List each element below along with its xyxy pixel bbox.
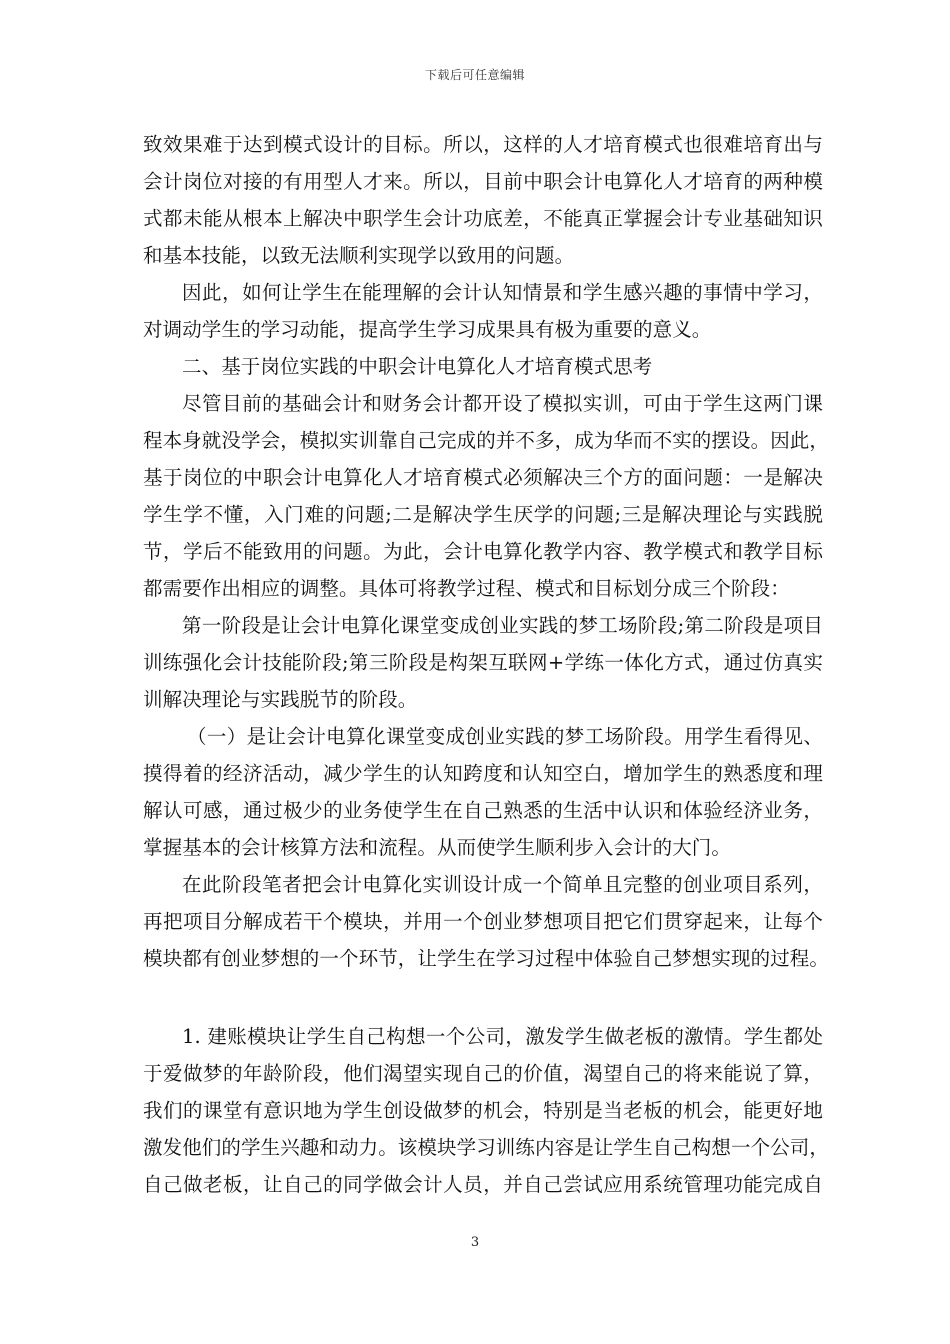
paragraph-gap: [143, 977, 823, 1018]
text-line: 再把项目分解成若干个模块，并用一个创业梦想项目把它们贯穿起来，让每个: [143, 910, 823, 933]
text-line: 模块都有创业梦想的一个环节，让学生在学习过程中体验自己梦想实现的过程。: [143, 947, 830, 970]
text-line: 致效果难于达到模式设计的目标。所以，这样的人才培育模式也很难培育出与: [143, 133, 823, 156]
text-line: 和基本技能，以致无法顺利实现学以致用的问题。: [143, 244, 575, 267]
text-line: 自己做老板，让自己的同学做会计人员，并自己尝试应用系统管理功能完成自: [143, 1173, 823, 1196]
text-line: 尽管目前的基础会计和财务会计都开设了模拟实训，可由于学生这两门课: [182, 392, 823, 415]
text-line: 因此，如何让学生在能理解的会计认知情景和学生感兴趣的事情中学习，: [182, 281, 823, 304]
text-line: 训解决理论与实践脱节的阶段。: [143, 688, 418, 711]
text-line: 掌握基本的会计核算方法和流程。从而使学生顺利步入会计的大门。: [143, 836, 732, 859]
text-line: 1. 建账模块让学生自己构想一个公司，激发学生做老板的激情。学生都处: [182, 1025, 823, 1048]
text-line: 在此阶段笔者把会计电算化实训设计成一个简单且完整的创业项目系列，: [182, 873, 823, 896]
text-line: 摸得着的经济活动，减少学生的认知跨度和认知空白，增加学生的熟悉度和理: [143, 762, 823, 785]
text-line: 激发他们的学生兴趣和动力。该模块学习训练内容是让学生自己构想一个公司，: [143, 1136, 830, 1159]
text-line: 第一阶段是让会计电算化课堂变成创业实践的梦工场阶段;第二阶段是项目: [182, 614, 823, 637]
text-line: 解认可感，通过极少的业务使学生在自己熟悉的生活中认识和体验经济业务，: [143, 799, 823, 822]
text-line: 式都未能从根本上解决中职学生会计功底差，不能真正掌握会计专业基础知识: [143, 207, 823, 230]
page-number: 3: [470, 1235, 480, 1250]
text-line: 基于岗位的中职会计电算化人才培育模式必须解决三个方的面问题：一是解决: [143, 466, 823, 489]
text-line: 训练强化会计技能阶段;第三阶段是构架互联网+学练一体化方式，通过仿真实: [143, 651, 823, 674]
section-heading: 二、基于岗位实践的中职会计电算化人才培育模式思考: [182, 355, 653, 378]
text-line: 于爱做梦的年龄阶段，他们渴望实现自己的价值，渴望自己的将来能说了算，: [143, 1062, 823, 1085]
document-body: [143, 126, 830, 1203]
text-line: （一）是让会计电算化课堂变成创业实践的梦工场阶段。用学生看得见、: [187, 725, 823, 748]
text-line: 程本身就没学会，模拟实训靠自己完成的并不多，成为华而不实的摆设。因此，: [143, 429, 830, 452]
text-line: 我们的课堂有意识地为学生创设做梦的机会，特别是当老板的机会，能更好地: [143, 1099, 823, 1122]
text-line: 节，学后不能致用的问题。为此，会计电算化教学内容、教学模式和教学目标: [143, 540, 823, 563]
text-line: 学生学不懂，入门难的问题;二是解决学生厌学的问题;三是解决理论与实践脱: [143, 503, 823, 526]
text-line: 对调动学生的学习动能，提高学生学习成果具有极为重要的意义。: [143, 318, 712, 341]
text-line: 都需要作出相应的调整。具体可将教学过程、模式和目标划分成三个阶段：: [143, 577, 790, 600]
page-header: 下载后可任意编辑: [424, 68, 525, 82]
text-line: 会计岗位对接的有用型人才来。所以，目前中职会计电算化人才培育的两种模: [143, 170, 823, 193]
